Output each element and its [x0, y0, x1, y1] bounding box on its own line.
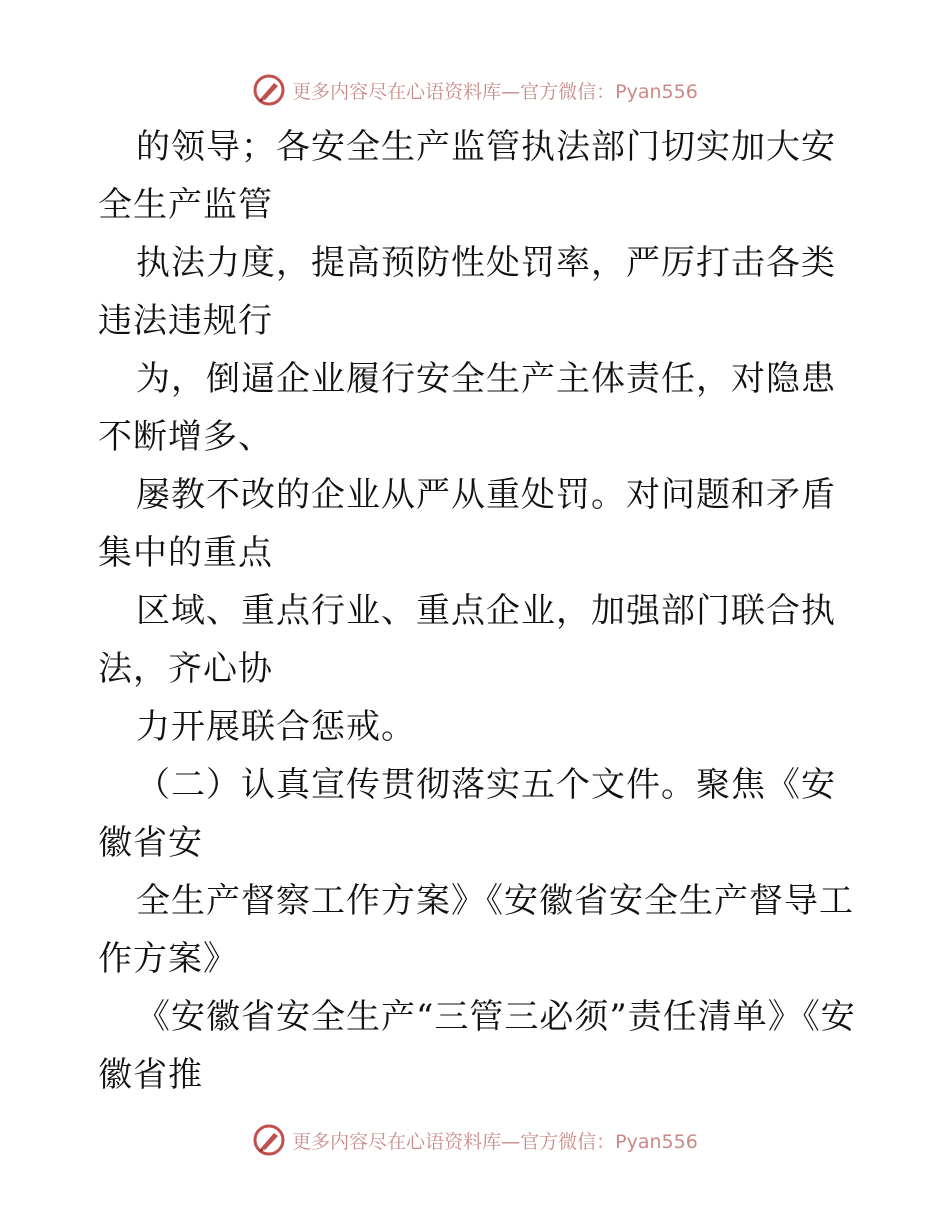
- paragraph-line: （二）认真宣传贯彻落实五个文件。聚焦《安徽省安: [98, 765, 836, 863]
- watermark-text: 更多内容尽在心语资料库—官方微信：Pyan556: [292, 80, 698, 103]
- document-body: [98, 118, 858, 1104]
- paragraph-line: 区域、重点行业、重点企业，加强部门联合执法，齐心协: [98, 591, 836, 689]
- watermark-text: 更多内容尽在心语资料库—官方微信：Pyan556: [292, 1130, 698, 1153]
- paragraph-line: 屡教不改的企业从严从重处罚。对问题和矛盾集中的重点: [98, 475, 836, 573]
- header-watermark: [0, 70, 950, 110]
- paragraph-line: 力开展联合惩戒。: [136, 707, 416, 747]
- footer-watermark: [0, 1120, 950, 1160]
- paragraph-line: 执法力度，提高预防性处罚率，严厉打击各类违法违规行: [98, 243, 836, 341]
- paragraph-line: 《安徽省安全生产“三管三必须”责任清单》《安徽省推: [98, 997, 856, 1095]
- paragraph-line: 为，倒逼企业履行安全生产主体责任，对隐患不断增多、: [98, 359, 836, 457]
- paragraph-line: 全生产督察工作方案》《安徽省安全生产督导工作方案》: [98, 881, 854, 979]
- pen-logo-icon: [252, 73, 286, 107]
- pen-logo-icon: [252, 1123, 286, 1157]
- paragraph-line: 的领导；各安全生产监管执法部门切实加大安全生产监管: [98, 127, 836, 225]
